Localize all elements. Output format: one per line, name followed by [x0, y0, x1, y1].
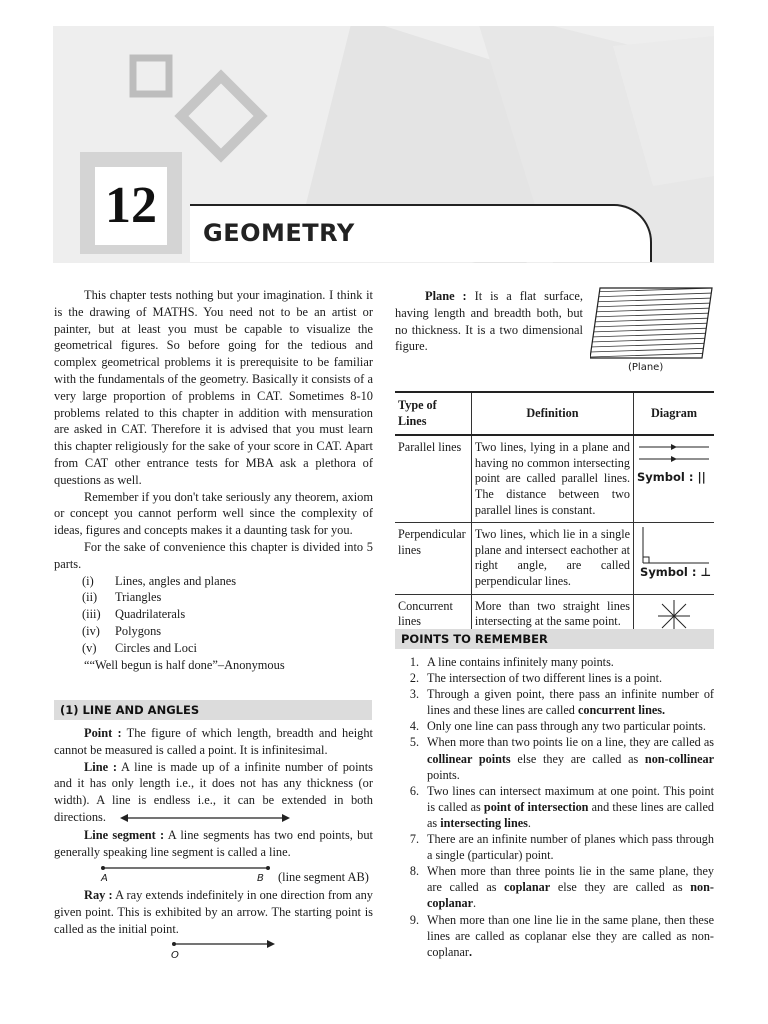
plane-definition: It is a flat surface, having length and breadth both, but no thickness. It is a two dimensional figure. [395, 289, 583, 354]
quote: ““Well begun is half done”–Anonymous [84, 657, 285, 672]
plane-caption: (Plane) [628, 362, 664, 373]
perpendicular-lines-diagram [637, 527, 711, 565]
list-item: 8. When more than three points lie in the same plane, they are called as coplanar else they are called as non-coplanar. [409, 864, 714, 911]
column-header: Diagram [634, 392, 715, 435]
diagram-cell [634, 435, 715, 522]
line-type: Perpendicular lines [395, 523, 471, 594]
chapter-title: GEOMETRY [203, 219, 355, 247]
point-term: Point : [84, 726, 122, 740]
list-item: 2. The intersection of two different lines is a point. [409, 671, 663, 686]
list-text: Lines, angles and planes [115, 573, 237, 588]
point-a-label: A [101, 873, 108, 884]
list-item: 6. Two lines can intersect maximum at one point. This point is called as point of intersection and these lines are called as intersecting lines. [409, 783, 714, 830]
list-number: (iii) [82, 607, 101, 622]
list-item: 4. Only one line can pass through any two particular points. [409, 719, 706, 734]
line-definition-cell: Two lines, which lie in a single plane and intersect eachother at right angle, are called perpendicular lines. [471, 523, 633, 594]
point-definition: The figure of which length, breadth and height cannot be measured is called a point. It is infinitesimal. [54, 726, 373, 757]
list-item [54, 606, 373, 623]
column-header: Definition [471, 392, 633, 435]
chapter-number: 12 [95, 167, 167, 245]
intro-paragraph-3: For the sake of convenience this chapter is divided into 5 parts. [54, 539, 373, 571]
list-item [54, 623, 373, 640]
parallel-lines-diagram [637, 442, 711, 464]
intro-column [54, 287, 373, 673]
list-item: 1. A line contains infinitely many points. [409, 655, 614, 669]
point-b-label: B [257, 873, 264, 884]
line-diagram [120, 810, 290, 826]
list-item [54, 640, 373, 657]
list-item: 7. There are an infinite number of planes which pass through a single (particular) point. [409, 832, 714, 863]
plane-diagram [590, 286, 714, 360]
ray-body [54, 887, 373, 937]
list-text: Quadrilaterals [115, 607, 186, 622]
segment-term: Line segment : [84, 828, 165, 842]
list-text: Triangles [115, 590, 162, 605]
ray-term: Ray : [84, 888, 113, 902]
section-heading-points: POINTS TO REMEMBER [395, 629, 714, 649]
concurrent-lines-diagram [637, 599, 711, 633]
line-definition-cell: More than two straight lines intersecting at the same point. [471, 594, 633, 642]
segment-diagram [98, 862, 273, 874]
intro-paragraph-2: Remember if you don't take seriously any theorem, axiom or concept you cannot perform well since the complexity of ideas, figures and concepts makes it a daunting task for you. [54, 489, 373, 538]
segment-definition: A line segments has two end points, but generally speaking line segment is called a line. [54, 828, 373, 859]
line-type: Concurrent lines [395, 594, 471, 642]
diagram-cell [634, 523, 715, 594]
list-text: Circles and Loci [115, 640, 197, 655]
types-of-lines-table [395, 391, 714, 642]
parts-list [54, 573, 373, 657]
table-row [395, 523, 714, 594]
points-to-remember-list [397, 654, 714, 960]
line-definition: A line is made up of a infinite number of points and it has only length i.e., it does not has any thickness (or width). A line is endless i.e., it can be extended in both directions. [54, 759, 373, 824]
table-row [395, 435, 714, 522]
list-item [54, 573, 373, 590]
list-number: (i) [82, 573, 94, 588]
parallel-symbol: Symbol : || [637, 470, 706, 485]
table-header-row [395, 392, 714, 435]
plane-body [395, 288, 583, 355]
perpendicular-symbol: Symbol : ⊥ [640, 565, 711, 580]
list-number: (iv) [82, 623, 100, 638]
segment-caption: (line segment AB) [278, 870, 369, 884]
ray-definition: A ray extends indefinitely in one direction from any given point. This is exhibited by an arrow. The starting point is called as the initial point. [54, 888, 373, 936]
list-item: 3. Through a given point, there pass an infinite number of lines and these lines are called concurrent lines. [409, 687, 714, 718]
ray-diagram [170, 938, 275, 950]
line-type: Parallel lines [395, 435, 471, 522]
segment-body [54, 827, 373, 861]
list-number: (v) [82, 640, 97, 655]
line-term: Line : [84, 759, 117, 774]
list-item [54, 589, 373, 606]
intro-paragraph-1: This chapter tests nothing but your imagination. I think it is the drawing of MATHS. You need not to be an artist or painter, but at least you must be capable to visualize the geometrical figures. So before going for the tedious and complex geometrical problems it is prerequisite to be familiar with the fundamentals of the geometry. Basically it consists of a very large proportion of problems in CAT. Sometimes 8-10 problems related to this chapter in addition with mensuration are asked in CAT. Therefore it is advised that you must learn this chapter religiously for the sake of your score in CAT. Apart from CAT other entrance tests for MBA ask a plethora of questions as well. [54, 288, 373, 487]
list-number: (ii) [82, 590, 98, 605]
section-heading-lines: (1) LINE AND ANGLES [54, 700, 372, 720]
column-header: Type of Lines [395, 392, 471, 435]
line-definition-cell: Two lines, lying in a plane and having no common intersecting point are called parallel lines. The distance between two parallel lines is constant. [471, 435, 633, 522]
point-o-label: O [171, 950, 179, 961]
list-item: 5. When more than two points lie on a line, they are called as collinear points else they are called as non-collinear points. [409, 735, 714, 782]
list-item: 9. When more than one line lie in the same plane, then these lines are called as coplanar else they are called as non-coplanar. [409, 912, 714, 959]
list-text: Polygons [115, 623, 162, 638]
plane-term: Plane : [425, 289, 467, 303]
